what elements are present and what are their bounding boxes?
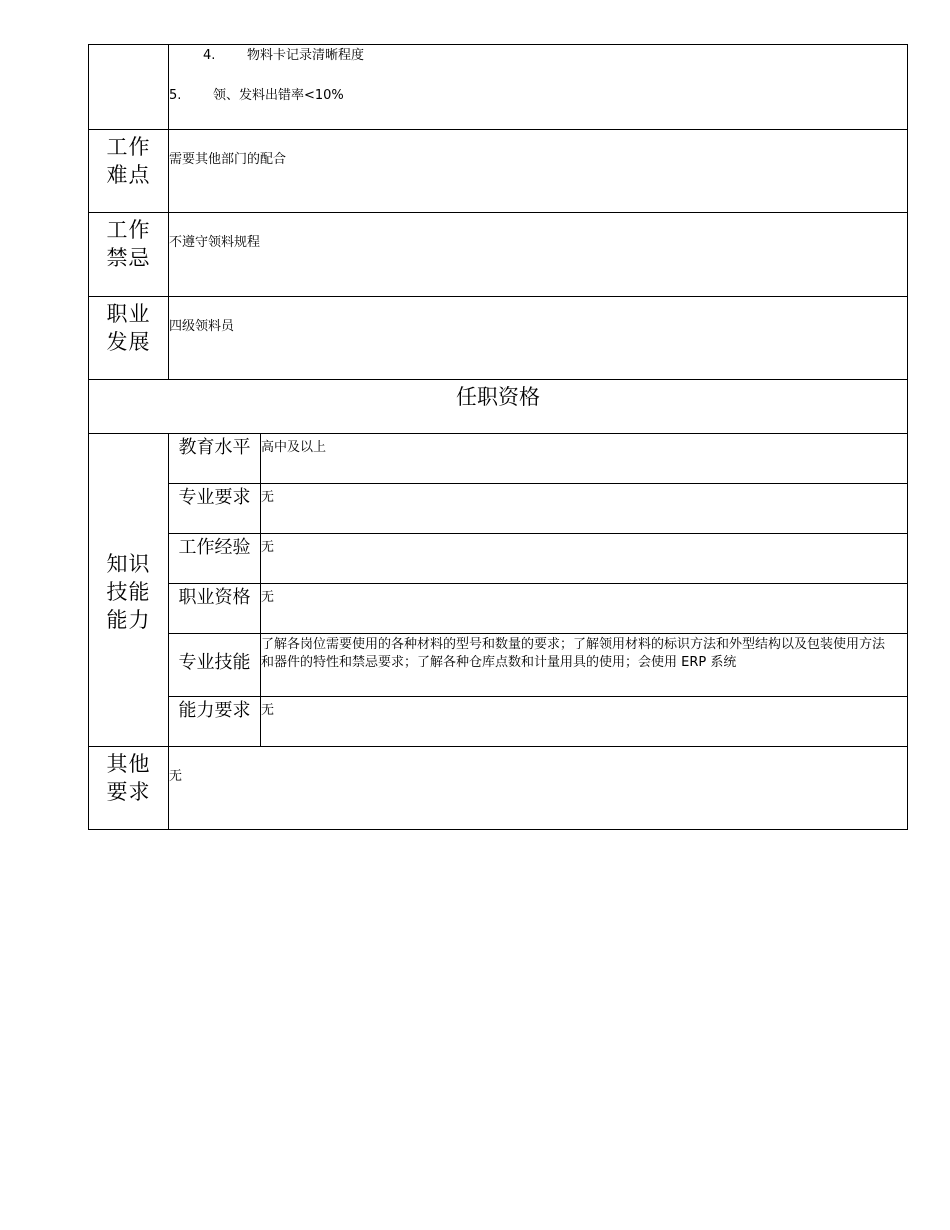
taboo-row: [89, 213, 908, 297]
education-label: [169, 434, 261, 484]
qualification-header-row: [89, 380, 908, 434]
skills-row: [89, 484, 908, 534]
professional-skill-value-text: 了解各岗位需要使用的各种材料的型号和数量的要求；了解领用材料的标识方法和外型结构以及包装使用方法和器件的特性和禁忌要求；了解各种仓库点数和计量用具的使用；会使用 ERP 系统: [261, 637, 886, 670]
other-text: 无: [169, 769, 183, 784]
career-text: 四级领料员: [169, 319, 235, 334]
experience-label: [169, 534, 261, 584]
experience-label-text: 工作经验: [178, 537, 251, 558]
list-item: [169, 47, 907, 65]
certification-label-text: 职业资格: [178, 587, 251, 608]
major-label: [169, 484, 261, 534]
education-label-text: 教育水平: [178, 437, 251, 458]
ability-value-text: 无: [261, 703, 275, 718]
ability-label: [169, 697, 261, 747]
major-label-text: 专业要求: [178, 487, 251, 508]
education-value-text: 高中及以上: [261, 440, 327, 455]
difficulty-label: [89, 130, 169, 213]
list-item-text: 物料卡记录清晰程度: [247, 48, 365, 63]
certification-value-text: 无: [261, 590, 275, 605]
other-row: [89, 747, 908, 830]
taboo-label-text: 工作 禁忌: [106, 218, 151, 270]
list-item: [169, 87, 907, 105]
education-value: [261, 434, 908, 484]
other-value: [169, 747, 908, 830]
career-row: [89, 297, 908, 380]
taboo-value: [169, 213, 908, 297]
skills-row: [89, 534, 908, 584]
skills-row: [89, 584, 908, 634]
certification-value: [261, 584, 908, 634]
skills-row: [89, 434, 908, 484]
qualification-title-text: 任职资格: [456, 385, 540, 409]
ability-value: [261, 697, 908, 747]
difficulty-label-text: 工作 难点: [106, 135, 151, 187]
major-value: [261, 484, 908, 534]
job-description-table: [88, 44, 908, 830]
certification-label: [169, 584, 261, 634]
list-item-number: 5.: [169, 88, 182, 103]
career-label: [89, 297, 169, 380]
list-item-number: 4.: [203, 48, 216, 63]
skills-label-text: 知识 技能 能力: [106, 551, 151, 632]
taboo-label: [89, 213, 169, 297]
career-label-text: 职业 发展: [106, 302, 151, 354]
difficulty-text: 需要其他部门的配合: [169, 152, 287, 167]
taboo-text: 不遵守领料规程: [169, 235, 261, 250]
professional-skill-label-text: 专业技能: [178, 652, 251, 673]
qualification-title: [89, 380, 908, 434]
ability-label-text: 能力要求: [178, 700, 251, 721]
other-label: [89, 747, 169, 830]
skills-row: [89, 697, 908, 747]
career-value: [169, 297, 908, 380]
professional-skill-label: [169, 634, 261, 697]
difficulty-row: [89, 130, 908, 213]
performance-list-cell: [169, 45, 908, 130]
experience-value: [261, 534, 908, 584]
skills-label: [89, 434, 169, 747]
experience-value-text: 无: [261, 540, 275, 555]
other-label-text: 其他 要求: [106, 752, 151, 804]
skills-row: [89, 634, 908, 697]
professional-skill-value: [261, 634, 908, 697]
performance-list-row: [89, 45, 908, 130]
difficulty-value: [169, 130, 908, 213]
list-item-text: 领、发料出错率<10%: [213, 88, 344, 103]
empty-label-cell: [89, 45, 169, 130]
major-value-text: 无: [261, 490, 275, 505]
